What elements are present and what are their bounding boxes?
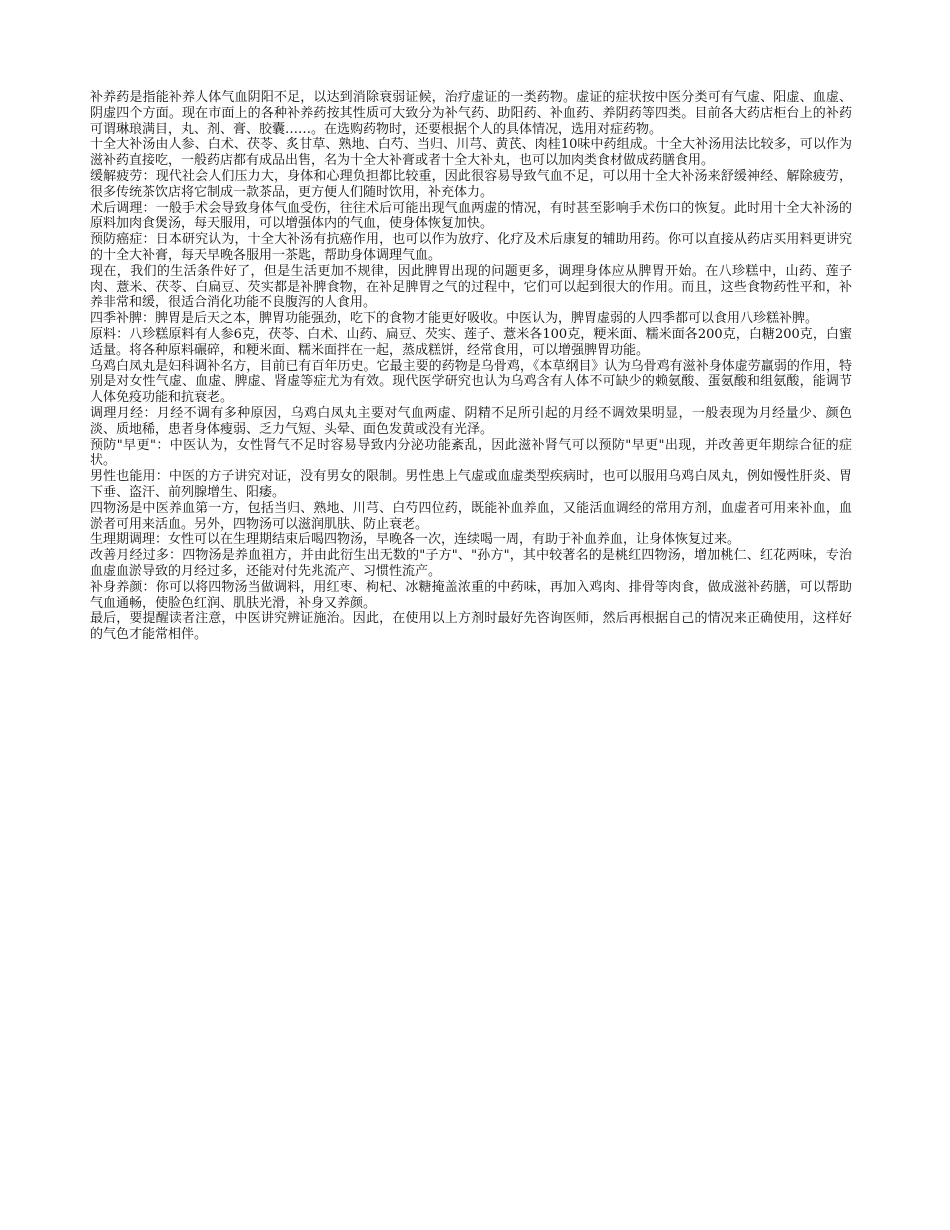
- paragraph-period-care: 生理期调理：女性可以在生理期结束后喝四物汤，早晚各一次，连续喝一周，有助于补血养血，让身体恢复过来。: [90, 532, 741, 548]
- paragraph-cancer-prevention: 预防癌症：日本研究认为，十全大补汤有抗癌作用，也可以作为放疗、化疗及术后康复的辅助用药。你可以直接从药店买用料更讲究的十全大补膏，每天早晚各服用一茶匙，帮助身体调理气血。: [90, 232, 852, 263]
- paragraph-bazhen-gao: 现在，我们的生活条件好了，但是生活更加不规律，因此脾胃出现的问题更多，调理身体应从脾胃开始。在八珍糕中，山药、莲子肉、薏米、茯苓、白扁豆、芡实都是补脾食物，在补足脾胃之气的过程中，它们可以起到很大的作用。而且，这些食物药性平和，补养非常和缓，很适合消化功能不良腹泻的人食用。: [90, 263, 852, 311]
- paragraph-heavy-menstruation: 改善月经过多：四物汤是养血祖方，并由此衍生出无数的"子方"、"孙方"，其中较著名的是桃红四物汤，增加桃仁、红花两味，专治血虚血淤导致的月经过多，还能对付先兆流产、习惯性流产。: [90, 548, 852, 579]
- paragraph-nourish-beauty: 补身养颜：你可以将四物汤当做调料，用红枣、枸杞、冰糖掩盖浓重的中药味，再加入鸡肉、排骨等肉食，做成滋补药膳，可以帮助气血通畅，使脸色红润、肌肤光滑，补身又养颜。: [90, 579, 852, 611]
- paragraph-regulate-menstruation: 调理月经：月经不调有多种原因，乌鸡白凤丸主要对气血两虚、阴精不足所引起的月经不调效果明显，一般表现为月经量少、颜色淡、质地稀，患者身体瘦弱、乏力气短、头晕、面色发黄或没有光泽。: [90, 405, 852, 437]
- paragraph-four-season-spleen: 四季补脾：脾胃是后天之本，脾胃功能强劲，吃下的食物才能更好吸收。中医认为，脾胃虚弱的人四季都可以食用八珍糕补脾。: [90, 311, 819, 327]
- paragraph-wuji-baifeng-wan: 乌鸡白凤丸是妇科调补名方，目前已有百年历史。它最主要的药物是乌骨鸡，《本草纲目》认为乌骨鸡有滋补身体虚劳羸弱的作用，特别是对女性气虚、血虚、脾虚、肾虚等症尤为有效。现代医学研究也认为乌鸡含有人体不可缺少的赖氨酸、蛋氨酸和组氨酸，能调节人体免疫功能和抗衰老。: [90, 358, 852, 406]
- paragraph-tonic-intro: 补养药是指能补养人体气血阴阳不足，以达到消除衰弱证候，治疗虚证的一类药物。虚证的症状按中医分类可有气虚、阳虚、血虚、阴虚四个方面。现在市面上的各种补养药按其性质可大致分为补气药、助阳药、补血药、养阴药等四类。目前各大药店柜台上的补药可谓琳琅满目，丸、剂、膏、胶囊……。在选购药物时，还要根据个人的具体情况，选用对症药物。: [90, 90, 852, 137]
- paragraph-prevent-early-menopause: 预防"早更"：中医认为，女性肾气不足时容易导致内分泌功能紊乱，因此滋补肾气可以预防"早更"出现，并改善更年期综合征的症状。: [90, 437, 852, 469]
- paragraph-closing-note: 最后，要提醒读者注意，中医讲究辨证施治。因此，在使用以上方剂时最好先咨询医师，然后再根据自己的情况来正确使用，这样好的气色才能常相伴。: [90, 611, 852, 643]
- paragraph-relieve-fatigue: 缓解疲劳：现代社会人们压力大，身体和心理负担都比较重，因此很容易导致气血不足，可以用十全大补汤来舒缓神经、解除疲劳，很多传统茶饮店将它制成一款茶品，更方便人们随时饮用，补充体力。: [90, 168, 852, 200]
- paragraph-bazhen-ingredients: 原料：八珍糕原料有人参6克，茯苓、白术、山药、扁豆、芡实、莲子、薏米各100克，粳米面、糯米面各200克，白糖200克，白蜜适量。将各种原料碾碎，和粳米面、糯米面拌在一起，蒸成糕饼，经常食用，可以增强脾胃功能。: [90, 326, 852, 358]
- paragraph-siwu-tang: 四物汤是中医养血第一方，包括当归、熟地、川芎、白芍四位药，既能补血养血，又能活血调经的常用方剂，血虚者可用来补血，血淤者可用来活血。另外，四物汤可以滋润肌肤、防止衰老。: [90, 500, 852, 532]
- paragraph-men-can-use: 男性也能用：中医的方子讲究对证，没有男女的限制。男性患上气虚或血虚类型疾病时，也可以服用乌鸡白凤丸，例如慢性肝炎、胃下垂、盗汗、前列腺增生、阳痿。: [90, 469, 852, 500]
- paragraph-shiquan-dabu-tang: 十全大补汤由人参、白术、茯苓、炙甘草、熟地、白芍、当归、川芎、黄芪、肉桂10味中药组成。十全大补汤用法比较多，可以作为滋补药直接吃，一般药店都有成品出售，名为十全大补膏或者十全大补丸，也可以加肉类食材做成药膳食用。: [90, 137, 852, 169]
- paragraph-post-surgery: 术后调理：一般手术会导致身体气血受伤，往往术后可能出现气血两虚的情况，有时甚至影响手术伤口的恢复。此时用十全大补汤的原料加肉食煲汤，每天服用，可以增强体内的气血，使身体恢复加快。: [90, 200, 852, 232]
- document-body: [90, 90, 852, 643]
